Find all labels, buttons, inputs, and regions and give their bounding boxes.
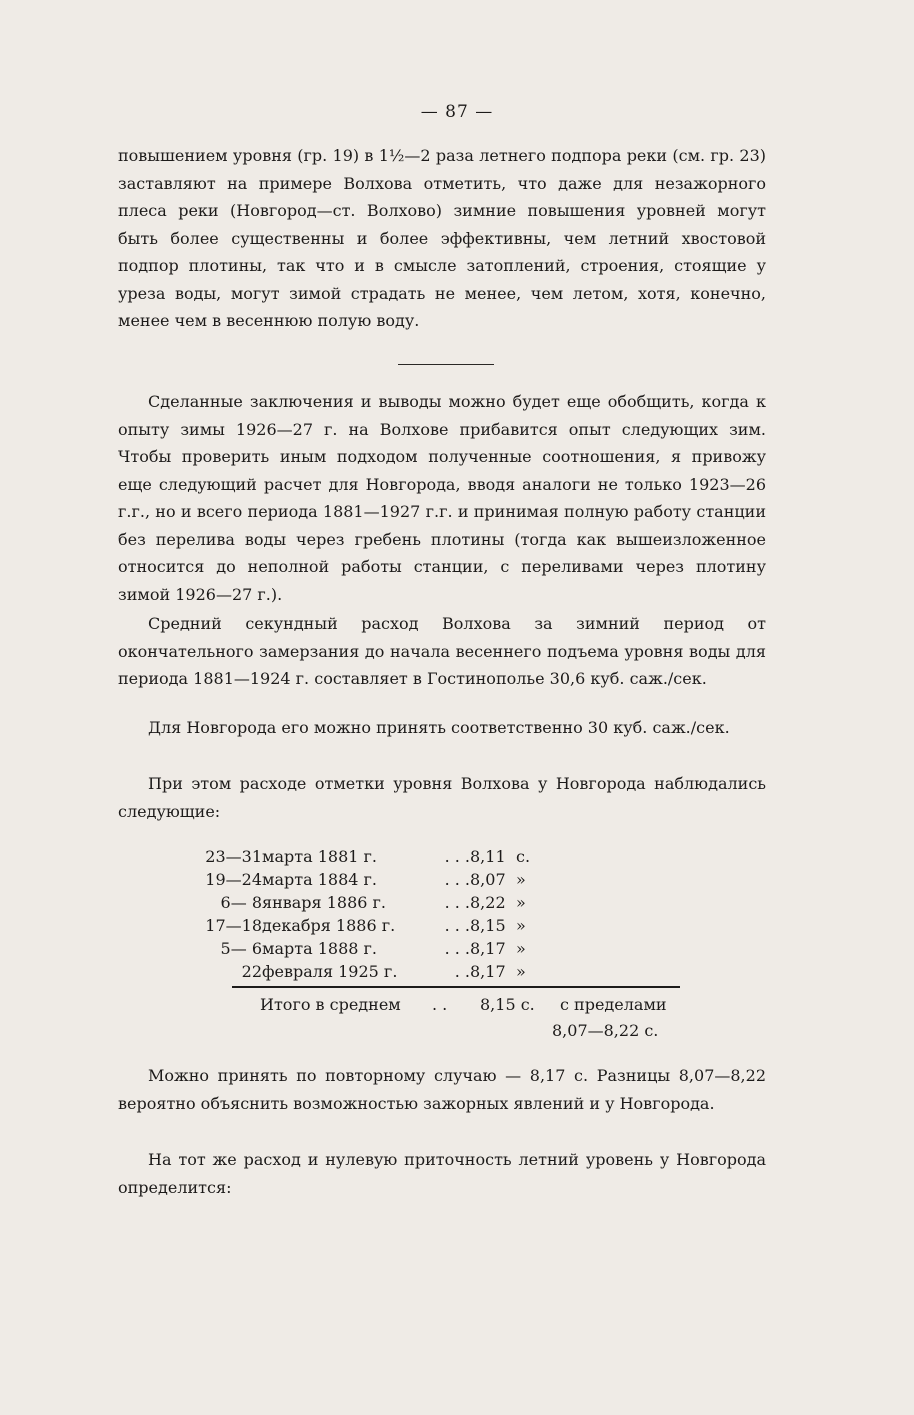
row-unit: с. bbox=[516, 847, 531, 866]
page-number: — 87 — bbox=[420, 102, 494, 122]
table-row bbox=[170, 937, 546, 960]
summary-label: Итого в среднем bbox=[260, 995, 401, 1014]
summary-limits-label: с пределами bbox=[560, 995, 667, 1014]
section-divider bbox=[398, 364, 494, 365]
table-row bbox=[170, 868, 546, 891]
row-value: 8,11 bbox=[470, 847, 506, 866]
row-unit: » bbox=[516, 870, 526, 889]
row-days: 5— 6 bbox=[220, 939, 262, 958]
row-date: января 1886 г. bbox=[262, 893, 386, 912]
row-days: 23—31 bbox=[205, 847, 262, 866]
summary-range: 8,07—8,22 с. bbox=[552, 1021, 659, 1040]
paragraph-1: повышением уровня (гр. 19) в 1½—2 раза летнего подпора реки (см. гр. 23) заставляют на примере Волхова отметить, что даже для незажорного плеса реки (Новгород—ст. Волхово) зимние повышения уровней могут быть более существенны и более эффективны, чем летний хвостовой подпор плотины, так что и в смысле затоплений, строения, стоящие у уреза воды, могут зимой страдать не менее, чем летом, хотя, конечно, менее чем в весеннюю полую воду. bbox=[118, 146, 766, 330]
paragraph-7: На тот же расход и нулевую приточность летний уровень у Новгорода определится: bbox=[118, 1150, 766, 1197]
row-days: 6— 8 bbox=[220, 893, 262, 912]
summary-value: 8,15 с. bbox=[480, 995, 535, 1014]
summary-leader-dots: . . bbox=[432, 995, 448, 1014]
row-leader-dots: . . . bbox=[444, 939, 470, 958]
table-row bbox=[170, 845, 546, 868]
row-value: 8,17 bbox=[470, 962, 506, 981]
water-level-table bbox=[170, 845, 546, 983]
paragraph-3: Средний секундный расход Волхова за зимний период от окончательного замерзания до начала весеннего подъема уровня воды для периода 1881—1924 г. составляет в Гостинополье 30,6 куб. саж./сек. bbox=[118, 614, 766, 688]
paragraph-5: При этом расходе отметки уровня Волхова у Новгорода наблюдались следующие: bbox=[118, 774, 766, 821]
row-value: 8,07 bbox=[470, 870, 506, 889]
row-unit: » bbox=[516, 893, 526, 912]
paragraph-4: Для Новгорода его можно принять соответственно 30 куб. саж./сек. bbox=[148, 718, 730, 737]
row-date: марта 1884 г. bbox=[262, 870, 377, 889]
row-unit: » bbox=[516, 962, 526, 981]
row-days: 19—24 bbox=[205, 870, 262, 889]
table-row bbox=[170, 914, 546, 937]
table-row bbox=[170, 891, 546, 914]
row-leader-dots: . . . bbox=[444, 916, 470, 935]
row-date: декабря 1886 г. bbox=[262, 916, 396, 935]
row-date: марта 1881 г. bbox=[262, 847, 377, 866]
table-row bbox=[170, 960, 546, 983]
summary-rule bbox=[232, 986, 680, 988]
row-unit: » bbox=[516, 939, 526, 958]
row-unit: » bbox=[516, 916, 526, 935]
row-leader-dots: . . . bbox=[444, 847, 470, 866]
row-leader-dots: . . . bbox=[444, 893, 470, 912]
row-days: 22 bbox=[241, 962, 262, 981]
row-date: февраля 1925 г. bbox=[262, 962, 398, 981]
paragraph-6: Можно принять по повторному случаю — 8,17 с. Разницы 8,07—8,22 вероятно объяснить возможностью зажорных явлений и у Новгорода. bbox=[118, 1066, 766, 1113]
row-value: 8,22 bbox=[470, 893, 506, 912]
row-date: марта 1888 г. bbox=[262, 939, 377, 958]
paragraph-2: Сделанные заключения и выводы можно будет еще обобщить, когда к опыту зимы 1926—27 г. на Волхове прибавится опыт следующих зим. Чтобы проверить иным подходом полученные соотношения, я привожу еще следующий расчет для Новгорода, вводя аналоги не только 1923—26 г.г., но и всего периода 1881—1927 г.г. и принимая полную работу станции без перелива воды через гребень плотины (тогда как вышеизложенное относится до неполной работы станции, с переливами через плотину зимой 1926—27 г.). bbox=[118, 392, 766, 604]
row-value: 8,15 bbox=[470, 916, 506, 935]
row-days: 17—18 bbox=[205, 916, 262, 935]
row-leader-dots: . . . bbox=[444, 870, 470, 889]
row-leader-dots: . . bbox=[454, 962, 470, 981]
row-value: 8,17 bbox=[470, 939, 506, 958]
